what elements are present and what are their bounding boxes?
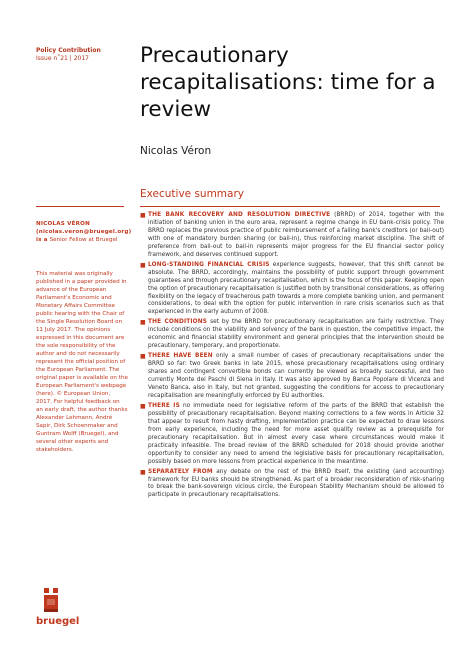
summary-item <box>140 469 444 501</box>
bullet-icon: ■ <box>140 261 146 269</box>
series-label <box>36 47 101 63</box>
summary-text: no immediate need for legislative reform of the parts of the BRRD that establish the possibility of precautionary recapitalisation. Beyond making corrections to a few words in Article 32 that appear to result from hasty drafting, implementation practice can be expected to draw lessons from early experience, including the need for more asset quality review as a prerequisite for precautionary recapitalisation. But in almost every case where circumstances would make it practically infeasible. The broad review of the BRRD scheduled for 2018 should provide another opportunity to consider any need to amend the legislative basis for precautionary recapitalisation, possibly based on more lessons from practical experience in the meantime. <box>148 402 444 465</box>
series-name: Policy Contribution <box>36 47 101 54</box>
bullet-icon: ■ <box>140 319 146 327</box>
paper-title: Precautionary recapitalisations: time for a review <box>140 43 436 122</box>
summary-lead: THE CONDITIONS <box>148 319 208 326</box>
publication-note: This material was originally published in a paper provided in advance of the European Parliament's Economic and Monetary Affairs Committee public hearing with the Chair of the Single Resolution Board on 11 July 2017. The opinions expressed in this document are the sole responsibility of the author and do not necessarily represent the official position of the European Parliament. The original paper is available on the European Parliament's webpage (here). © European Union, 2017. For helpful feedback on an early draft, the author thanks Alexander Lehmann, André Sapir, Dirk Schoenmaker and Guntram Wolff (Bruegel), and several other experts and stakeholders. <box>36 271 128 453</box>
summary-lead: THERE HAVE BEEN <box>148 353 213 360</box>
bruegel-logo-mark-icon <box>36 585 66 615</box>
summary-text: experience suggests, however, that this shift cannot be absolute. The BRRD, accordingly, maintains the possibility of public support through government guarantees and through precautionary recapitalisation, which is the focus of this paper. Keeping open the option of precautionary recapitalisation is justified both by transitional considerations, as offering flexibility on the legacy of treacherous path towards a more complete banking union, and permanent considerations, to deal with the option for public intervention in rare crisis scenarios such as that experienced in the early autumn of 2008. <box>148 261 444 316</box>
summary-item <box>140 262 444 318</box>
summary-item <box>140 353 444 401</box>
executive-summary-list <box>140 212 444 502</box>
author-bio-role: Senior Fellow at Bruegel <box>49 237 118 243</box>
section-heading: Executive summary <box>140 188 245 200</box>
summary-item <box>140 319 444 351</box>
summary-lead: LONG-STANDING FINANCIAL CRISIS <box>148 261 270 268</box>
bruegel-logo <box>36 585 80 633</box>
summary-item <box>140 403 444 467</box>
summary-lead: THERE IS <box>148 402 180 409</box>
author-bio-name: NICOLAS VÉRON (nicolas.veron@bruegel.org) is a <box>36 221 132 243</box>
summary-lead: THE BANK RECOVERY AND RESOLUTION DIRECTIVE <box>148 212 331 218</box>
summary-item <box>140 212 444 260</box>
divider-right <box>140 206 440 207</box>
bruegel-logo-text: bruegel <box>36 616 80 627</box>
summary-text: only a small number of cases of precautionary recapitalisations under the BRRD so far: two Greek banks in late 2015, whose precautionary recapitalisations using ordinary shares and contingent convertible bonds can currently be viewed as broadly successful, and two currently Monte dei Paschi di Siena in Italy. It was also approved by Banca Popolare di Vicenza and Veneto Banca, also in Italy, but not granted, suggesting the conditions for access to precautionary recapitalisation are meaningfully enforced by EU authorities. <box>148 353 444 399</box>
summary-lead: SEPARATELY FROM <box>148 468 213 475</box>
issue-number: Issue n˚21 | 2017 <box>36 55 89 62</box>
bullet-icon: ■ <box>140 468 146 476</box>
author-byline: Nicolas Véron <box>140 145 212 157</box>
summary-text: any debate on the rest of the BRRD itself, the existing (and accounting) framework for EU banks should be strengthened. As part of a broader reconsideration of risk-sharing to break the bank-sovereign vicious circle, the European Stability Mechanism should be allowed to participate in precautionary recapitalisations. <box>148 468 444 499</box>
summary-text: set by the BRRD for precautionary recapitalisation are fairly restrictive. They include conditions on the viability and solvency of the bank in question, the competitive impact, the economic and financial stability environment and general principles that the intervention should be precautionary, temporary, and proportionate. <box>148 319 444 350</box>
divider-left <box>36 206 124 207</box>
bullet-icon: ■ <box>140 402 146 410</box>
summary-text: (BRRD) of 2014, together with the initiation of banking union in the euro area, represent a regime change in EU bank-crisis policy. The BRRD replaces the previous practice of public reimbursement of a failing bank's creditors (or bail-out) with one of mandatory burden sharing (or bail-in), thus reinforcing market discipline. The shift of preference from bail-out to bail-in represents major progress for the EU financial sector policy framework, and deserves continued support. <box>148 212 444 258</box>
author-bio <box>36 220 132 244</box>
bullet-icon: ■ <box>140 353 146 361</box>
bullet-icon: ■ <box>140 212 146 219</box>
